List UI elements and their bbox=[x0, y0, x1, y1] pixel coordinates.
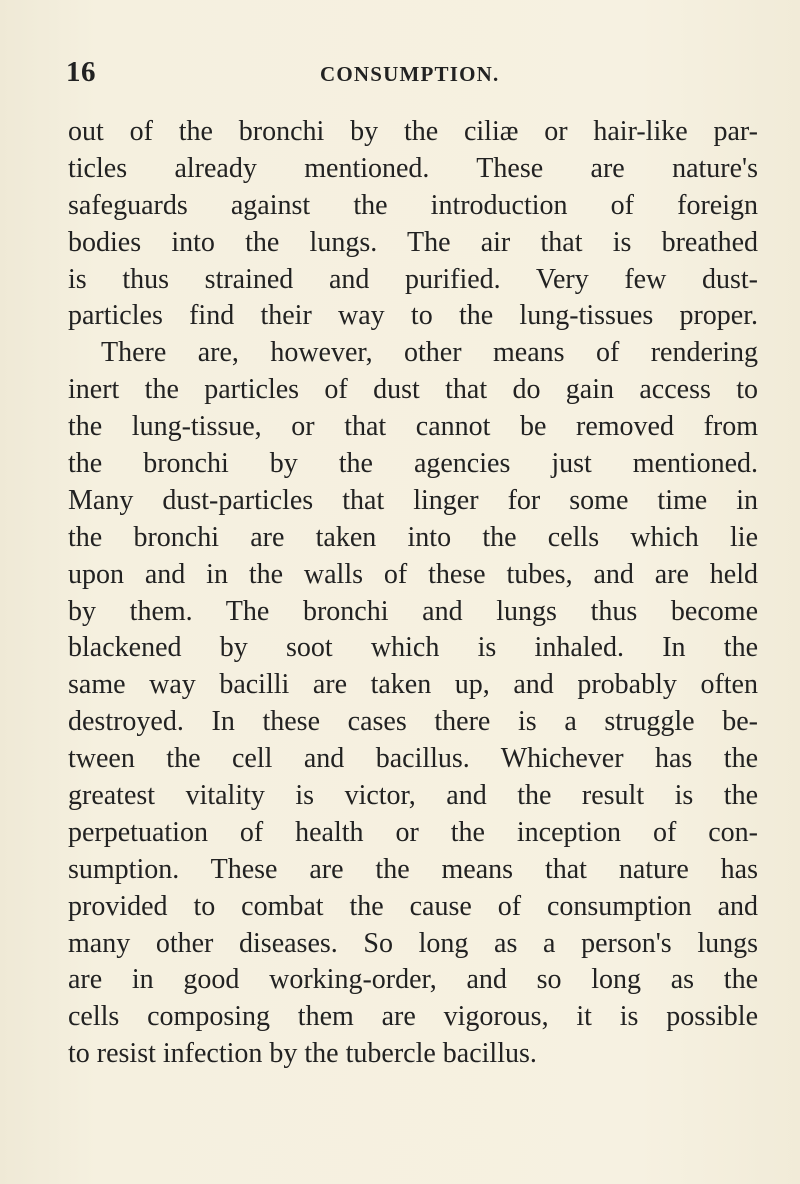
page-number: 16 bbox=[66, 56, 96, 88]
text-line: same way bacilli are taken up, and probably often bbox=[68, 669, 758, 701]
text-line: the lung-tissue, or that cannot be removed from bbox=[68, 411, 758, 443]
text-line: blackened by soot which is inhaled. In the bbox=[68, 632, 758, 664]
text-line: cells composing them are vigorous, it is possible bbox=[68, 1001, 758, 1033]
text-line: out of the bronchi by the ciliæ or hair-like par- bbox=[68, 116, 758, 147]
text-line: bodies into the lungs. The air that is breathed bbox=[68, 226, 758, 258]
text-line: particles find their way to the lung-tissues proper. bbox=[68, 300, 758, 332]
text-line: safeguards against the introduction of foreign bbox=[68, 189, 758, 221]
text-line: provided to combat the cause of consumption and bbox=[68, 890, 758, 922]
text-line: Many dust-particles that linger for some time in bbox=[68, 484, 758, 516]
text-line: greatest vitality is victor, and the result is the bbox=[68, 780, 758, 812]
text-line: many other diseases. So long as a person's lungs bbox=[68, 927, 758, 959]
text-line: is thus strained and purified. Very few dust- bbox=[68, 263, 758, 295]
text-line: inert the particles of dust that do gain access to bbox=[68, 374, 758, 406]
text-line: sumption. These are the means that nature has bbox=[68, 853, 758, 885]
text-line: There are, however, other means of rendering bbox=[101, 337, 758, 369]
text-line: are in good working-order, and so long as the bbox=[68, 964, 758, 996]
text-line: tween the cell and bacillus. Whichever has the bbox=[68, 743, 758, 775]
text-line: perpetuation of health or the inception of con- bbox=[68, 816, 758, 848]
text-line: upon and in the walls of these tubes, and are held bbox=[68, 558, 758, 590]
running-title: CONSUMPTION. bbox=[320, 62, 500, 86]
body-paragraph bbox=[68, 114, 758, 1073]
text-line: ticles already mentioned. These are nature's bbox=[68, 152, 758, 184]
text-line: the bronchi are taken into the cells which lie bbox=[68, 521, 758, 553]
text-line: destroyed. In these cases there is a struggle be- bbox=[68, 706, 758, 738]
text-line: to resist infection by the tubercle bacillus. bbox=[68, 1038, 537, 1070]
text-line: the bronchi by the agencies just mentioned. bbox=[68, 448, 758, 480]
text-line: by them. The bronchi and lungs thus become bbox=[68, 595, 758, 627]
